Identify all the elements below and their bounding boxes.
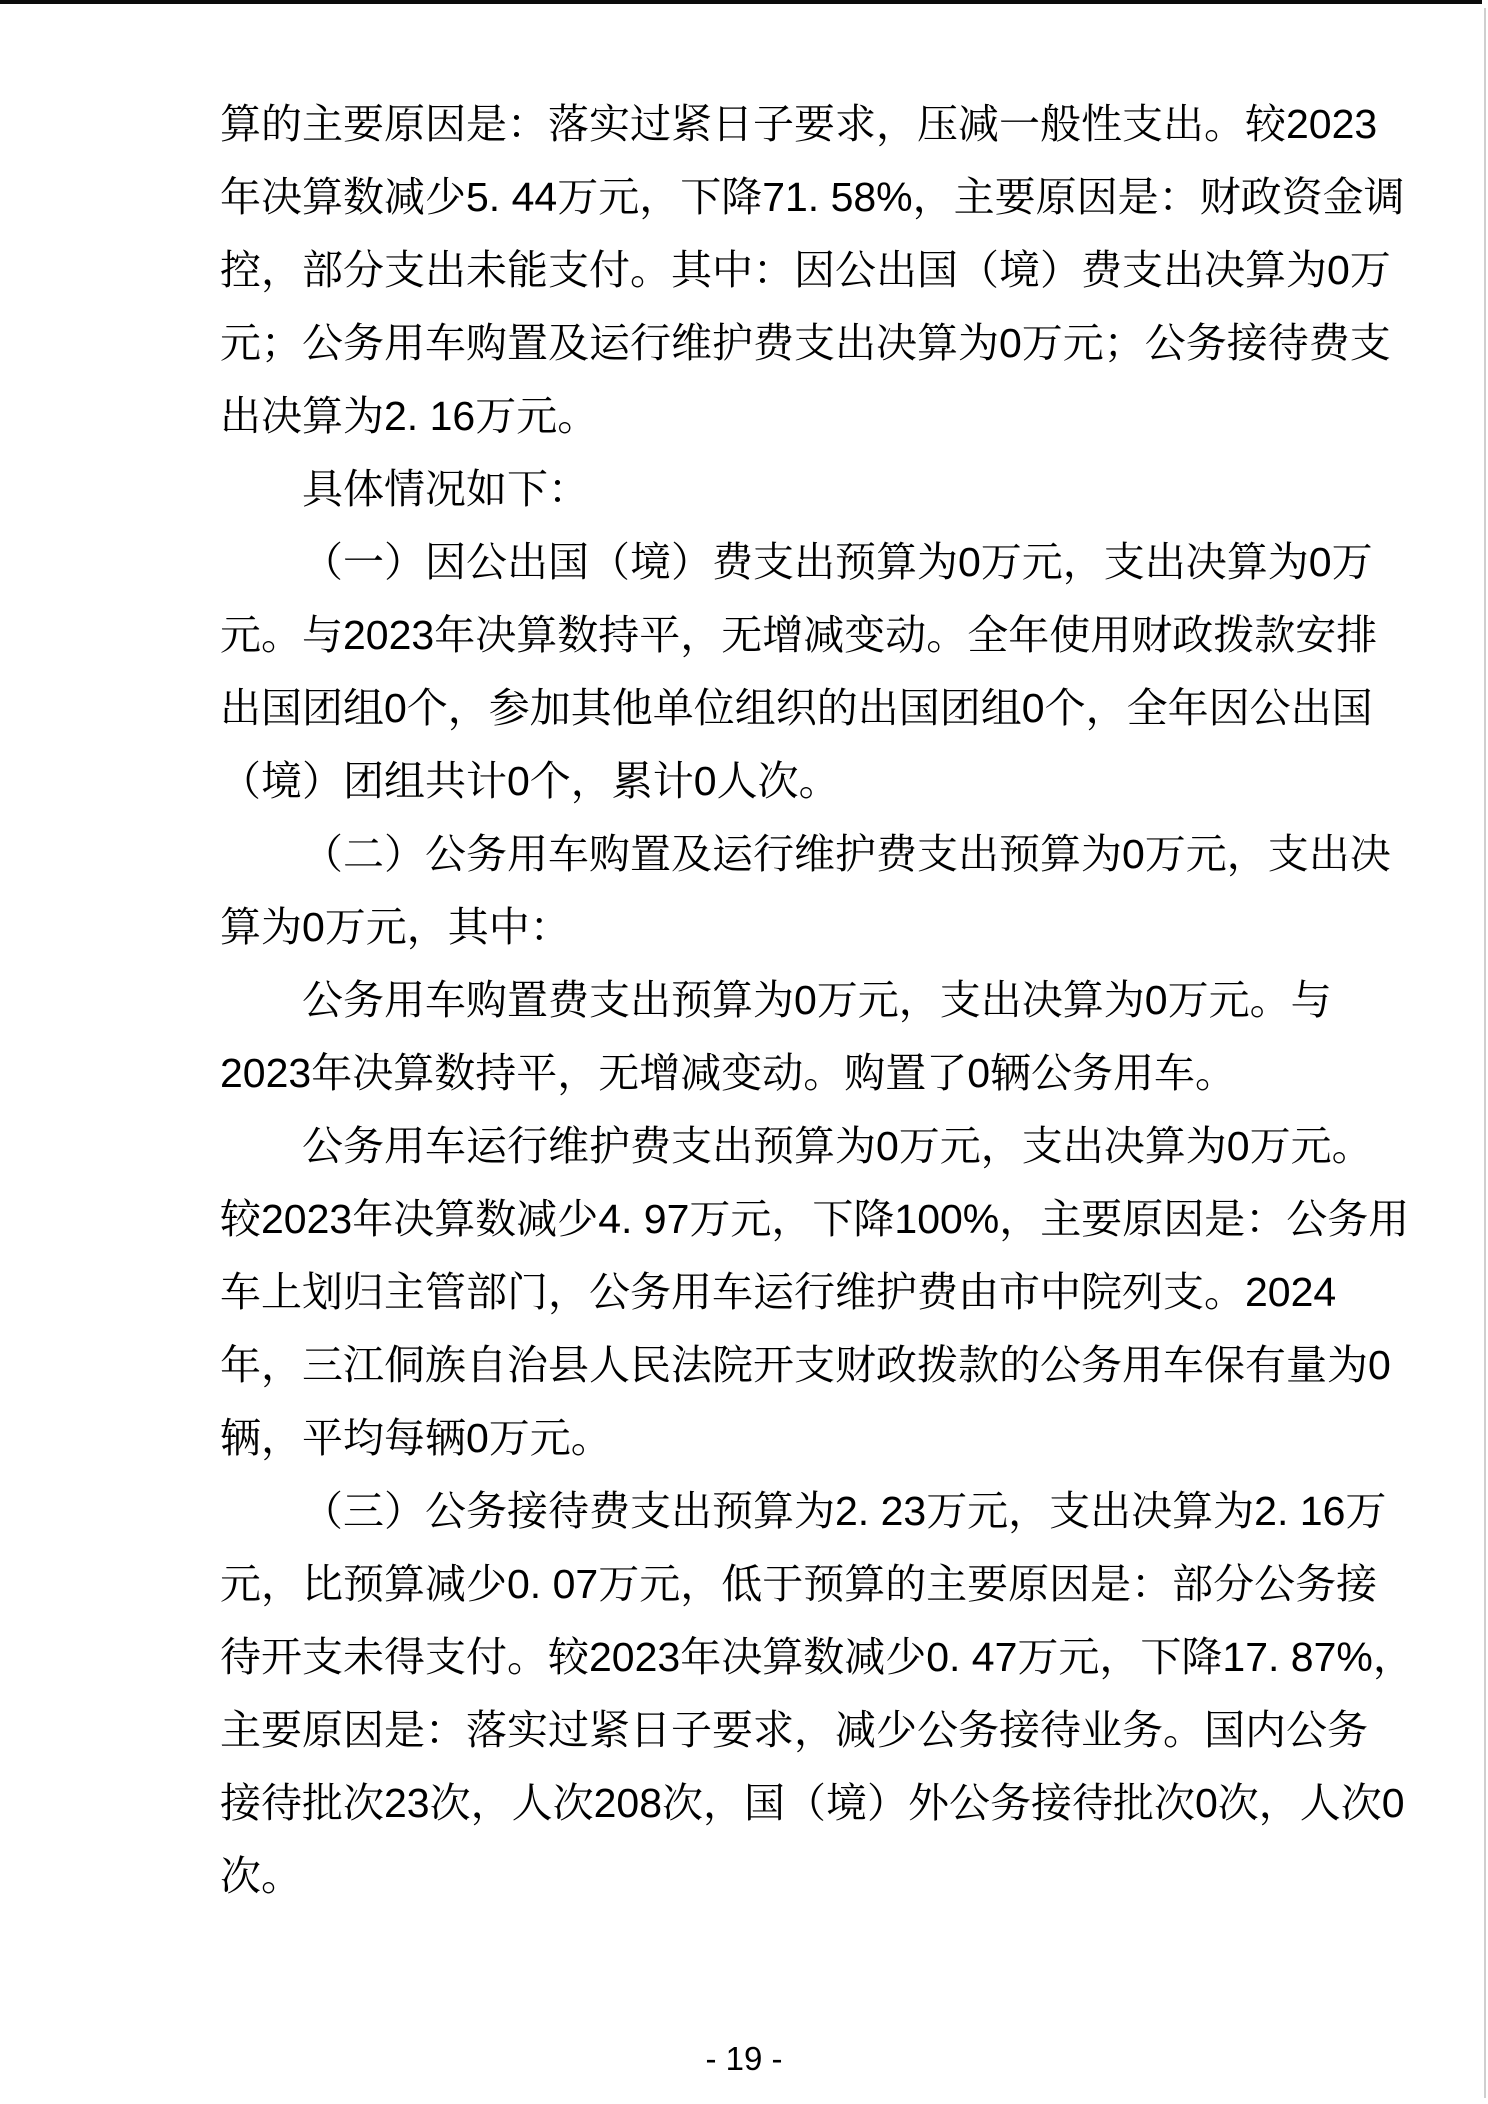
- text-line: 公务用车运行维护费支出预算为0万元，支出决算为0万元。: [302, 1123, 1373, 1169]
- text-line: 年，三江侗族自治县人民法院开支财政拨款的公务用车保有量为0: [220, 1342, 1391, 1388]
- text-line: 2023年决算数持平，无增减变动。购置了0辆公务用车。: [220, 1050, 1237, 1096]
- top-scan-bar: [0, 0, 1482, 4]
- text-line: （三）公务接待费支出预算为2. 23万元，支出决算为2. 16万: [302, 1488, 1387, 1534]
- text-line: 公务用车购置费支出预算为0万元，支出决算为0万元。与: [302, 977, 1332, 1023]
- text-line: 出国团组0个，参加其他单位组织的出国团组0个，全年因公出国: [220, 685, 1373, 731]
- text-line: 元。与2023年决算数持平，无增减变动。全年使用财政拨款安排: [220, 612, 1378, 658]
- text-line: 元，比预算减少0. 07万元，低于预算的主要原因是：部分公务接: [220, 1561, 1378, 1607]
- text-line: 控，部分支出未能支付。其中：因公出国（境）费支出决算为0万: [220, 247, 1391, 293]
- text-line: 接待批次23次，人次208次，国（境）外公务接待批次0次，人次0: [220, 1780, 1405, 1826]
- text-line: 辆，平均每辆0万元。: [220, 1415, 612, 1461]
- text-line: （境）团组共计0个，累计0人次。: [220, 758, 840, 804]
- text-line: （一）因公出国（境）费支出预算为0万元，支出决算为0万: [302, 539, 1373, 585]
- text-line: 元；公务用车购置及运行维护费支出决算为0万元；公务接待费支: [220, 320, 1391, 366]
- text-line: 较2023年决算数减少4. 97万元，下降100%，主要原因是：公务用: [220, 1196, 1410, 1242]
- text-line: 车上划归主管部门，公务用车运行维护费由市中院列支。2024: [220, 1269, 1337, 1315]
- text-line: 算为0万元，其中：: [220, 904, 571, 950]
- text-line: 主要原因是：落实过紧日子要求，减少公务接待业务。国内公务: [220, 1707, 1368, 1753]
- text-line: 待开支未得支付。较2023年决算数减少0. 47万元，下降17. 87%，: [220, 1634, 1414, 1680]
- body-text: [220, 88, 1414, 1913]
- text-line: 出决算为2. 16万元。: [220, 393, 599, 439]
- text-line: 次。: [220, 1853, 302, 1899]
- text-line: 算的主要原因是：落实过紧日子要求，压减一般性支出。较2023: [220, 101, 1378, 147]
- right-edge-scan-line: [1484, 8, 1486, 2098]
- page-number: - 19 -: [705, 2040, 783, 2077]
- text-line: （二）公务用车购置及运行维护费支出预算为0万元，支出决: [302, 831, 1391, 877]
- text-line: 具体情况如下：: [302, 466, 589, 512]
- text-line: 年决算数减少5. 44万元，下降71. 58%，主要原因是：财政资金调: [220, 174, 1405, 220]
